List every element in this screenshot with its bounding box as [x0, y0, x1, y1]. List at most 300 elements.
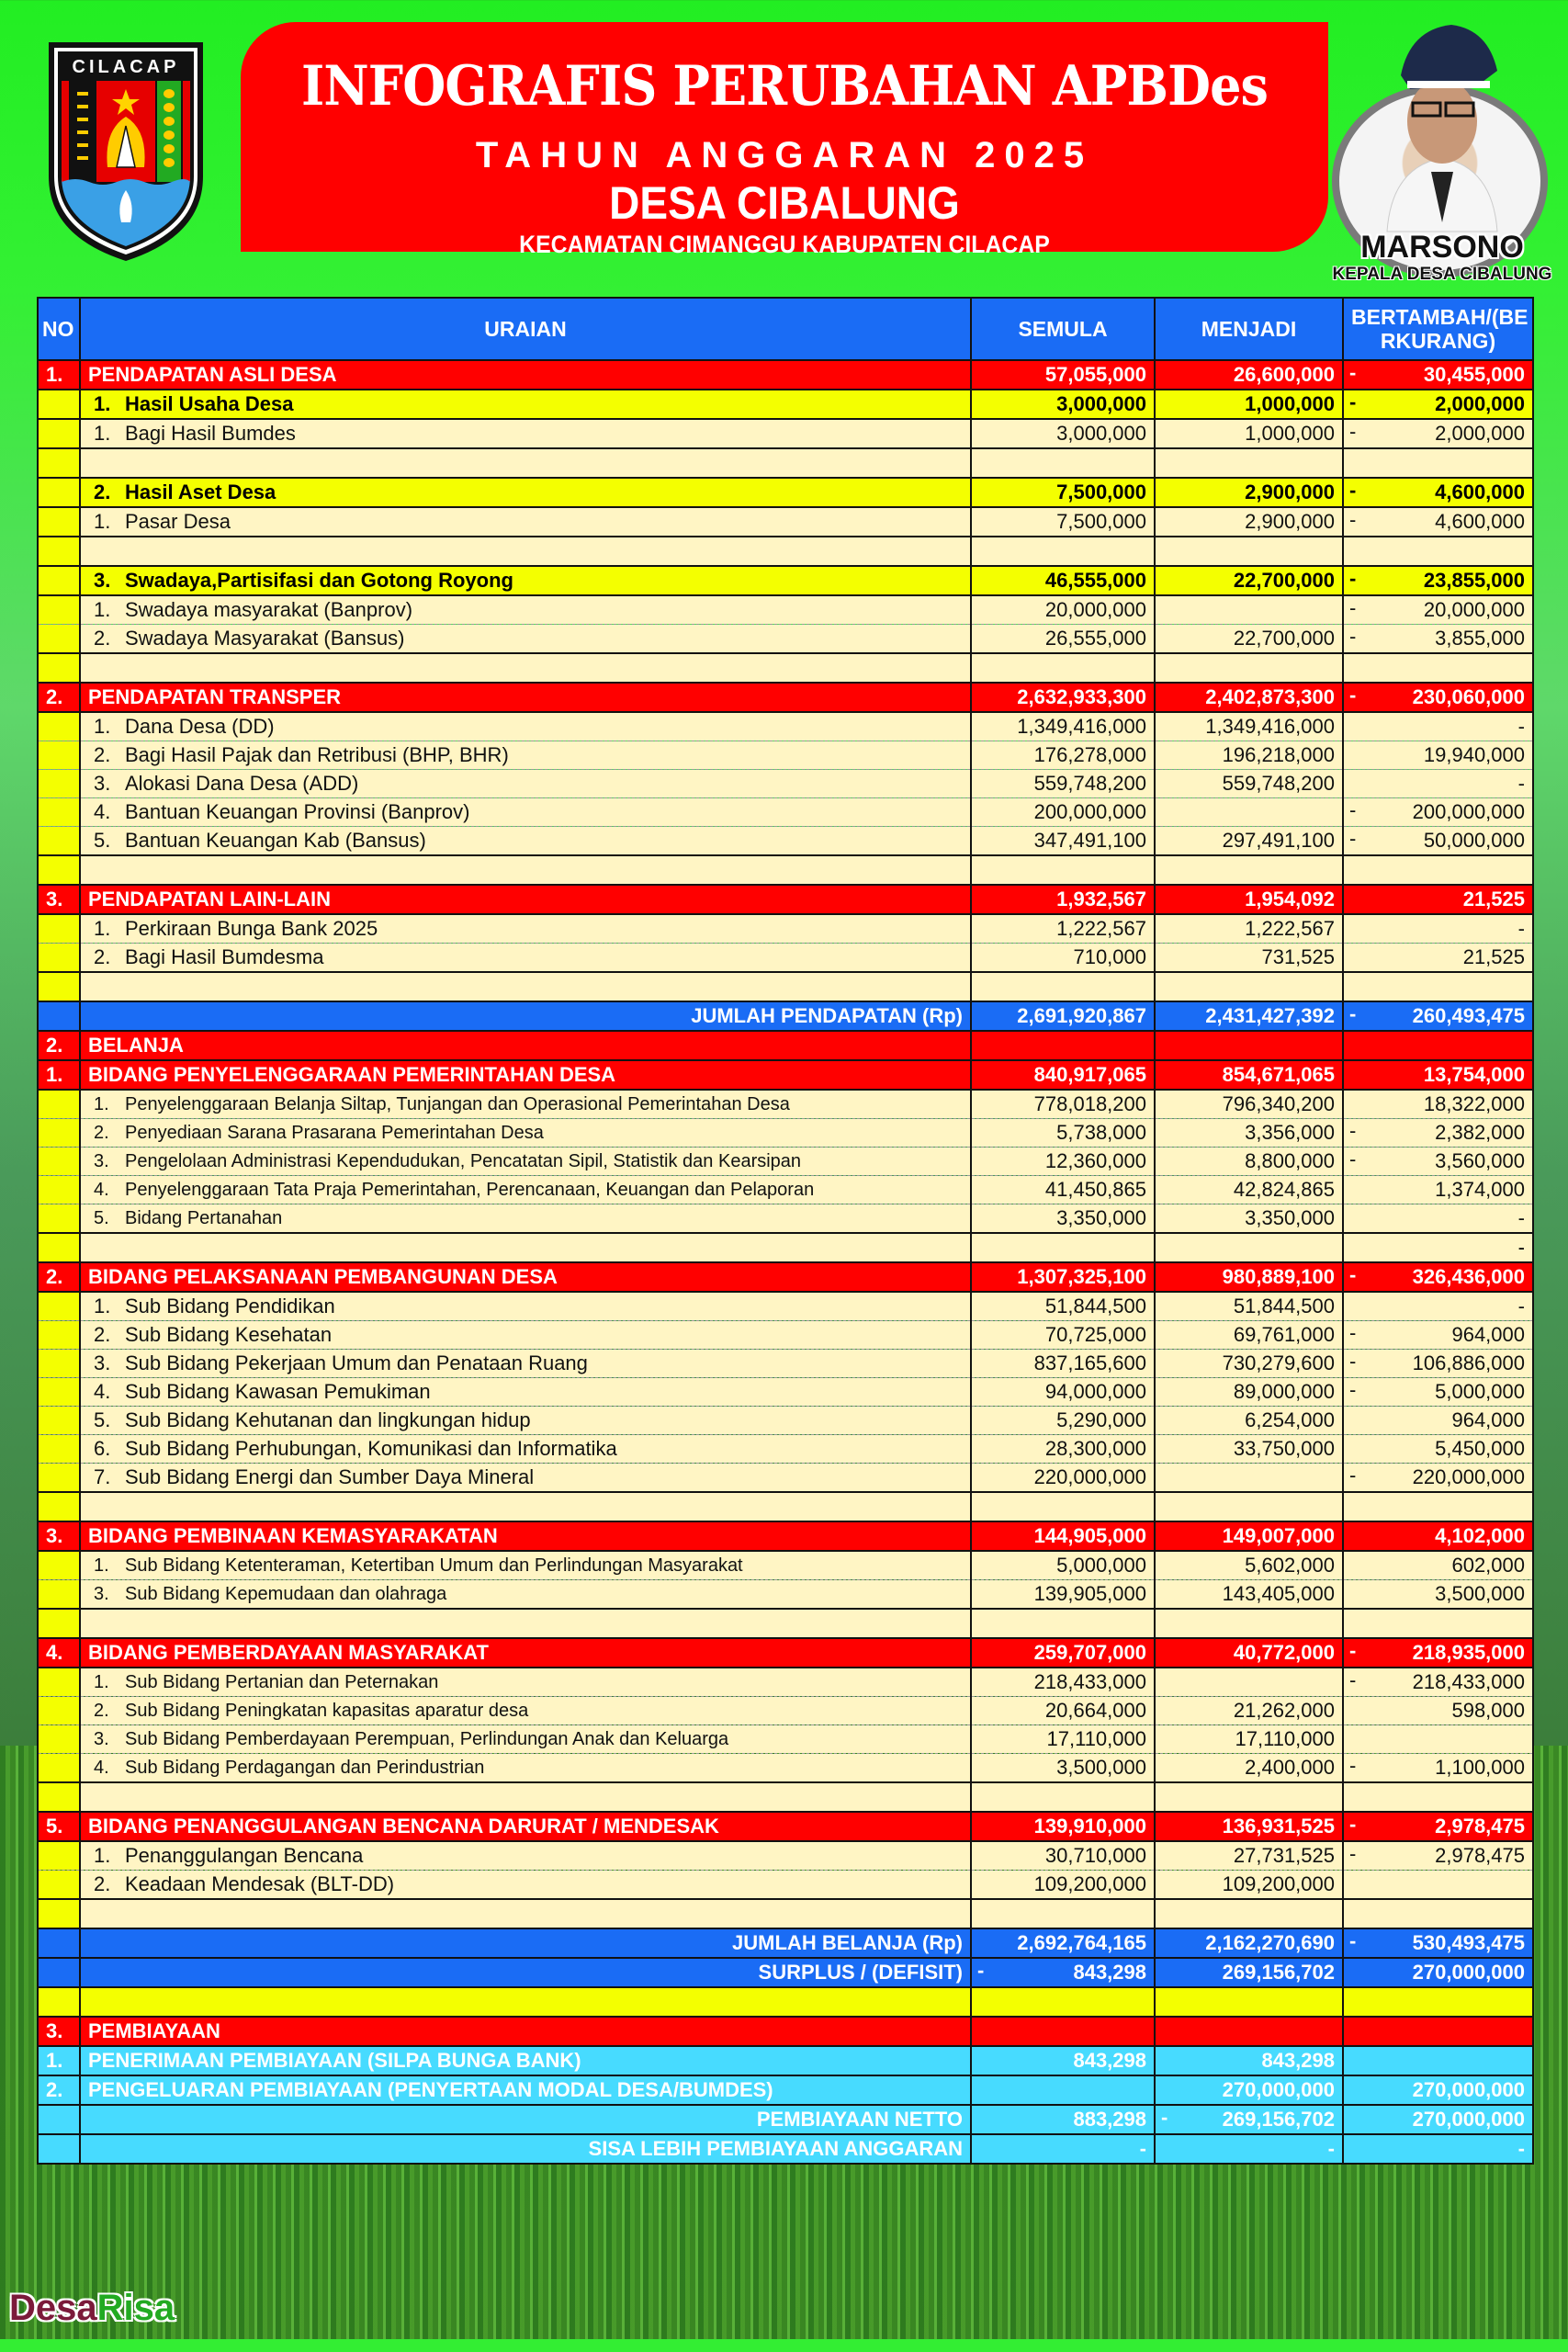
menjadi-value: 5,602,000 — [1245, 1554, 1335, 1577]
menjadi-value: 17,110,000 — [1235, 1727, 1335, 1750]
difference-value: 18,322,000 — [1423, 1092, 1525, 1115]
difference-cell — [1343, 1090, 1533, 1119]
semula-value: 57,055,000 — [1044, 363, 1146, 386]
semula-value: 843,298 — [1073, 2049, 1146, 2072]
yellow-summary-row — [38, 390, 1533, 419]
menjadi-cell — [1155, 1031, 1343, 1060]
uraian-cell — [80, 1464, 971, 1493]
menjadi-value: 109,200,000 — [1222, 1872, 1335, 1895]
item-index: 2. — [94, 1872, 111, 1895]
negative-sign: - — [977, 1959, 985, 1982]
semula-cell — [971, 1668, 1155, 1697]
column-header-uraian: URAIAN — [80, 298, 971, 360]
item-label: Penyediaan Sarana Prasarana Pemerintahan Desa — [125, 1122, 544, 1143]
no-cell — [38, 944, 80, 973]
semula-value: 843,298 — [1073, 1961, 1146, 1984]
difference-value: 5,000,000 — [1435, 1380, 1525, 1403]
semula-value: 1,349,416,000 — [1017, 715, 1146, 738]
uraian-cell — [80, 1292, 971, 1321]
no-cell — [38, 1987, 80, 2017]
semula-value: 7,500,000 — [1056, 510, 1146, 533]
table-row — [38, 1551, 1533, 1580]
spacer-row — [38, 972, 1533, 1001]
item-index: 2. — [94, 945, 111, 968]
no-cell — [38, 1233, 80, 1262]
difference-cell — [1343, 537, 1533, 566]
uraian-cell — [80, 885, 971, 914]
semula-value: 94,000,000 — [1044, 1380, 1146, 1403]
cilacap-coat-of-arms-logo — [42, 39, 209, 264]
item-index: 4. — [94, 1179, 109, 1200]
spacer-row — [38, 855, 1533, 885]
difference-cell — [1343, 1871, 1533, 1900]
difference-cell — [1343, 1119, 1533, 1148]
menjadi-cell — [1155, 1492, 1343, 1521]
no-cell — [38, 2134, 80, 2164]
uraian-cell — [80, 741, 971, 770]
difference-value: 964,000 — [1451, 1323, 1525, 1346]
difference-value: 13,754,000 — [1423, 1063, 1525, 1086]
no-cell — [38, 827, 80, 856]
menjadi-value: 1,000,000 — [1245, 392, 1335, 415]
semula-value: 139,905,000 — [1033, 1582, 1146, 1605]
semula-value: 5,738,000 — [1056, 1121, 1146, 1144]
difference-cell — [1343, 855, 1533, 885]
semula-cell — [971, 1176, 1155, 1204]
semula-value: 5,000,000 — [1056, 1554, 1146, 1577]
menjadi-cell — [1155, 390, 1343, 419]
table-row — [38, 1119, 1533, 1148]
no-cell — [38, 712, 80, 741]
menjadi-value: 69,761,000 — [1233, 1323, 1335, 1346]
menjadi-value: 149,007,000 — [1222, 1524, 1335, 1547]
semula-cell — [971, 770, 1155, 798]
difference-cell — [1343, 625, 1533, 654]
uraian-cell — [80, 1958, 971, 1987]
difference-value: 964,000 — [1451, 1408, 1525, 1431]
difference-cell — [1343, 1464, 1533, 1493]
uraian-cell — [80, 1031, 971, 1060]
item-index: 1. — [94, 1555, 109, 1576]
menjadi-cell — [1155, 885, 1343, 914]
item-index: 2. — [94, 1122, 109, 1143]
uraian-cell — [80, 1492, 971, 1521]
no-cell — [38, 972, 80, 1001]
negative-sign: - — [1349, 1350, 1357, 1373]
no-cell: 2. — [38, 2075, 80, 2105]
difference-cell — [1343, 1987, 1533, 2017]
difference-cell — [1343, 507, 1533, 537]
menjadi-cell — [1155, 944, 1343, 973]
menjadi-value: 2,162,270,690 — [1205, 1931, 1335, 1954]
menjadi-value: 26,600,000 — [1233, 363, 1335, 386]
no-cell — [38, 653, 80, 683]
no-cell: 2. — [38, 1262, 80, 1292]
menjadi-cell — [1155, 712, 1343, 741]
spacer-row — [38, 653, 1533, 683]
no-cell: 3. — [38, 2017, 80, 2046]
difference-value: 3,855,000 — [1435, 627, 1525, 650]
no-cell — [38, 1176, 80, 1204]
difference-cell — [1343, 1407, 1533, 1435]
spacer-row — [38, 448, 1533, 478]
uraian-cell — [80, 1378, 971, 1407]
item-label: Swadaya Masyarakat (Bansus) — [125, 627, 405, 650]
menjadi-value: 22,700,000 — [1233, 569, 1335, 592]
semula-cell — [971, 1350, 1155, 1378]
item-index: 3. — [94, 1728, 109, 1749]
semula-value: 70,725,000 — [1044, 1323, 1146, 1346]
difference-cell — [1343, 1725, 1533, 1754]
no-cell — [38, 566, 80, 595]
uraian-cell — [80, 1060, 971, 1090]
difference-value: 598,000 — [1451, 1699, 1525, 1722]
semula-cell — [971, 2046, 1155, 2075]
menjadi-cell — [1155, 478, 1343, 507]
difference-value: 270,000,000 — [1412, 2108, 1525, 2131]
menjadi-cell — [1155, 1060, 1343, 1090]
item-label: Penyelenggaraan Belanja Siltap, Tunjangan dan Operasional Pemerintahan Desa — [125, 1093, 790, 1114]
item-label: PENERIMAAN PEMBIAYAAN (SILPA BUNGA BANK) — [88, 2049, 581, 2072]
spacer-row — [38, 1233, 1533, 1262]
semula-value: 5,290,000 — [1056, 1408, 1146, 1431]
item-index: 2. — [94, 481, 111, 503]
difference-value: - — [1517, 715, 1525, 738]
item-label: BELANJA — [88, 1034, 184, 1057]
semula-cell — [971, 1697, 1155, 1725]
semula-cell — [971, 507, 1155, 537]
difference-value: 3,500,000 — [1435, 1582, 1525, 1605]
cyan-summary-row — [38, 2105, 1533, 2134]
no-cell — [38, 855, 80, 885]
semula-cell — [971, 741, 1155, 770]
menjadi-value: 33,750,000 — [1233, 1437, 1335, 1460]
semula-cell — [971, 827, 1155, 856]
semula-value: 20,664,000 — [1044, 1699, 1146, 1722]
menjadi-value: 2,900,000 — [1245, 481, 1335, 503]
uraian-cell — [80, 770, 971, 798]
difference-cell — [1343, 798, 1533, 827]
no-cell — [38, 1551, 80, 1580]
item-index: 2. — [94, 627, 111, 650]
table-row — [38, 1321, 1533, 1350]
table-row — [38, 741, 1533, 770]
menjadi-cell — [1155, 419, 1343, 448]
semula-cell — [971, 1899, 1155, 1928]
difference-value: 23,855,000 — [1423, 569, 1525, 592]
village-name: DESA CIBALUNG — [609, 177, 960, 229]
menjadi-cell — [1155, 741, 1343, 770]
uraian-cell — [80, 1812, 971, 1841]
difference-value: - — [1517, 917, 1525, 940]
semula-value: 1,932,567 — [1056, 888, 1146, 910]
item-label: SISA LEBIH PEMBIAYAAN ANGGARAN — [588, 2137, 963, 2160]
no-cell — [38, 448, 80, 478]
negative-sign: - — [1349, 1754, 1357, 1777]
column-header-menjadi: MENJADI — [1155, 298, 1343, 360]
no-cell — [38, 770, 80, 798]
no-cell — [38, 2105, 80, 2134]
item-index: 2. — [94, 1323, 111, 1346]
item-label: Dana Desa (DD) — [125, 715, 275, 738]
column-header-difference: BERTAMBAH/(BE RKURANG) — [1343, 298, 1533, 360]
difference-cell — [1343, 1958, 1533, 1987]
uraian-cell — [80, 1551, 971, 1580]
difference-value: 218,935,000 — [1412, 1641, 1525, 1664]
uraian-cell — [80, 2134, 971, 2164]
item-label: Sub Bidang Energi dan Sumber Daya Mineral — [125, 1465, 535, 1488]
item-label: Penyelenggaraan Tata Praja Pemerintahan, Perencanaan, Keuangan dan Pelaporan — [125, 1179, 815, 1200]
semula-cell — [971, 798, 1155, 827]
menjadi-cell — [1155, 770, 1343, 798]
negative-sign: - — [1349, 625, 1357, 648]
semula-cell — [971, 448, 1155, 478]
negative-sign: - — [1349, 1842, 1357, 1865]
table-row — [38, 1725, 1533, 1754]
no-cell — [38, 1871, 80, 1900]
menjadi-cell — [1155, 1407, 1343, 1435]
uraian-cell — [80, 537, 971, 566]
menjadi-value: 6,254,000 — [1245, 1408, 1335, 1431]
blue-summary-row — [38, 1958, 1533, 1987]
item-label: Sub Bidang Peningkatan kapasitas aparatur desa — [125, 1700, 529, 1721]
difference-value: 260,493,475 — [1412, 1004, 1525, 1027]
difference-cell — [1343, 944, 1533, 973]
no-cell — [38, 741, 80, 770]
brand-suffix: Risa — [96, 2288, 175, 2328]
semula-value: 109,200,000 — [1033, 1872, 1146, 1895]
no-cell — [38, 1782, 80, 1812]
menjadi-value: 2,431,427,392 — [1205, 1004, 1335, 1027]
menjadi-value: 559,748,200 — [1222, 772, 1335, 795]
difference-cell — [1343, 1378, 1533, 1407]
negative-sign: - — [1349, 684, 1357, 707]
semula-value: 2,691,920,867 — [1017, 1004, 1146, 1027]
no-cell: 2. — [38, 683, 80, 712]
item-index: 1. — [94, 510, 111, 533]
difference-value: 5,450,000 — [1435, 1437, 1525, 1460]
item-label: Alokasi Dana Desa (ADD) — [125, 772, 359, 795]
uraian-cell — [80, 1001, 971, 1031]
table-row — [38, 1292, 1533, 1321]
column-header-semula: SEMULA — [971, 298, 1155, 360]
semula-value: 220,000,000 — [1033, 1465, 1146, 1488]
menjadi-cell — [1155, 1090, 1343, 1119]
yellow-summary-row — [38, 478, 1533, 507]
no-cell — [38, 1407, 80, 1435]
menjadi-cell — [1155, 2017, 1343, 2046]
menjadi-cell — [1155, 595, 1343, 625]
negative-sign: - — [1349, 1464, 1357, 1487]
difference-value: 1,374,000 — [1435, 1178, 1525, 1201]
semula-value: 26,555,000 — [1044, 627, 1146, 650]
semula-cell — [971, 537, 1155, 566]
no-cell: 1. — [38, 2046, 80, 2075]
item-label: BIDANG PELAKSANAAN PEMBANGUNAN DESA — [88, 1265, 558, 1288]
semula-cell — [971, 1407, 1155, 1435]
table-row — [38, 1204, 1533, 1234]
budget-table — [37, 297, 1534, 2165]
no-cell — [38, 1148, 80, 1176]
no-cell — [38, 1464, 80, 1493]
menjadi-value: 21,262,000 — [1233, 1699, 1335, 1722]
menjadi-cell — [1155, 1812, 1343, 1841]
menjadi-value: 297,491,100 — [1222, 829, 1335, 852]
item-label: Sub Bidang Kehutanan dan lingkungan hidup — [125, 1408, 531, 1431]
item-index: 6. — [94, 1437, 111, 1460]
difference-cell — [1343, 653, 1533, 683]
semula-value: 840,917,065 — [1033, 1063, 1146, 1086]
item-label: Sub Bidang Pekerjaan Umum dan Penataan Ruang — [125, 1351, 588, 1374]
item-label: Bantuan Keuangan Kab (Bansus) — [125, 829, 426, 852]
semula-value: 2,692,764,165 — [1017, 1931, 1146, 1954]
spacer-row — [38, 1492, 1533, 1521]
semula-cell — [971, 1987, 1155, 2017]
table-row — [38, 419, 1533, 448]
no-cell — [38, 537, 80, 566]
no-cell — [38, 1580, 80, 1610]
table-row — [38, 595, 1533, 625]
difference-cell — [1343, 595, 1533, 625]
no-cell — [38, 1378, 80, 1407]
item-index: 1. — [94, 1844, 111, 1867]
difference-cell: - — [1343, 1233, 1533, 1262]
item-label: Hasil Aset Desa — [125, 481, 276, 503]
semula-cell — [971, 1725, 1155, 1754]
menjadi-cell — [1155, 653, 1343, 683]
item-label: Hasil Usaha Desa — [125, 392, 294, 415]
item-label: Bidang Pertanahan — [125, 1207, 283, 1228]
difference-value: 20,000,000 — [1423, 598, 1525, 621]
table-header-row — [38, 298, 1533, 360]
semula-cell — [971, 566, 1155, 595]
item-label: Pengelolaan Administrasi Kependudukan, Pencatatan Sipil, Statistik dan Kearsipan — [125, 1150, 802, 1171]
item-index: 4. — [94, 1380, 111, 1403]
table-row — [38, 1407, 1533, 1435]
semula-value: 20,000,000 — [1044, 598, 1146, 621]
uraian-cell — [80, 419, 971, 448]
item-index: 3. — [94, 1150, 109, 1171]
difference-value: 21,525 — [1462, 945, 1525, 968]
semula-value: 837,165,600 — [1033, 1351, 1146, 1374]
no-cell — [38, 914, 80, 944]
item-index: 1. — [94, 1295, 111, 1317]
menjadi-value: 27,731,525 — [1233, 1844, 1335, 1867]
uraian-cell — [80, 1521, 971, 1551]
no-cell: 3. — [38, 1521, 80, 1551]
table-row — [38, 914, 1533, 944]
no-cell: 5. — [38, 1812, 80, 1841]
item-label: PENGELUARAN PEMBIAYAAN (PENYERTAAN MODAL DESA/BUMDES) — [88, 2078, 773, 2101]
no-cell — [38, 1609, 80, 1638]
no-cell — [38, 1090, 80, 1119]
uraian-cell — [80, 1435, 971, 1464]
negative-sign: - — [1349, 1263, 1357, 1286]
difference-cell — [1343, 2017, 1533, 2046]
no-cell — [38, 1754, 80, 1783]
uraian-cell — [80, 1782, 971, 1812]
difference-cell — [1343, 1782, 1533, 1812]
semula-cell — [971, 1638, 1155, 1668]
red-summary-row — [38, 1638, 1533, 1668]
semula-cell — [971, 1754, 1155, 1783]
no-cell — [38, 1321, 80, 1350]
menjadi-cell — [1155, 625, 1343, 654]
difference-value: 270,000,000 — [1412, 2078, 1525, 2101]
difference-cell — [1343, 1638, 1533, 1668]
difference-cell — [1343, 770, 1533, 798]
menjadi-cell — [1155, 1782, 1343, 1812]
difference-value: 106,886,000 — [1412, 1351, 1525, 1374]
difference-value: 3,560,000 — [1435, 1149, 1525, 1172]
semula-value: 3,000,000 — [1056, 392, 1146, 415]
semula-value: 778,018,200 — [1033, 1092, 1146, 1115]
semula-cell — [971, 1551, 1155, 1580]
item-label: BIDANG PENANGGULANGAN BENCANA DARURAT / MENDESAK — [88, 1815, 719, 1838]
semula-cell — [971, 2017, 1155, 2046]
difference-value: 200,000,000 — [1412, 800, 1525, 823]
semula-cell — [971, 1031, 1155, 1060]
difference-cell — [1343, 1899, 1533, 1928]
menjadi-cell — [1155, 1958, 1343, 1987]
semula-cell — [971, 1958, 1155, 1987]
item-index: 4. — [94, 800, 111, 823]
negative-sign: - — [1349, 798, 1357, 821]
blue-summary-row — [38, 1928, 1533, 1958]
menjadi-value: 2,900,000 — [1245, 510, 1335, 533]
menjadi-cell — [1155, 798, 1343, 827]
menjadi-cell — [1155, 1668, 1343, 1697]
header-banner — [241, 22, 1328, 258]
item-label: Sub Bidang Pendidikan — [125, 1295, 335, 1317]
item-label: Bagi Hasil Pajak dan Retribusi (BHP, BHR) — [125, 743, 509, 766]
semula-value: 883,298 — [1073, 2108, 1146, 2131]
difference-value: - — [1517, 1295, 1525, 1317]
semula-value: 559,748,200 — [1033, 772, 1146, 795]
semula-cell — [971, 885, 1155, 914]
negative-sign: - — [1349, 508, 1357, 531]
uraian-cell — [80, 798, 971, 827]
column-header-no: NO — [38, 298, 80, 360]
semula-cell — [971, 1001, 1155, 1031]
menjadi-cell — [1155, 1292, 1343, 1321]
menjadi-cell — [1155, 683, 1343, 712]
logo-label: CILACAP — [72, 57, 180, 77]
menjadi-cell — [1155, 1987, 1343, 2017]
semula-value: 3,350,000 — [1056, 1206, 1146, 1229]
menjadi-cell — [1155, 1551, 1343, 1580]
difference-cell — [1343, 1031, 1533, 1060]
difference-value: - — [1517, 2137, 1525, 2160]
spacer-row — [38, 1899, 1533, 1928]
difference-cell — [1343, 1148, 1533, 1176]
table-row — [38, 1090, 1533, 1119]
brand-prefix: Desa — [9, 2288, 97, 2328]
desarisa-brand-logo — [9, 2288, 175, 2329]
negative-sign: - — [1349, 1378, 1357, 1401]
semula-cell — [971, 625, 1155, 654]
semula-cell — [971, 1233, 1155, 1262]
table-row — [38, 1580, 1533, 1610]
item-label: Penanggulangan Bencana — [125, 1844, 364, 1867]
semula-cell — [971, 360, 1155, 390]
menjadi-value: 143,405,000 — [1222, 1582, 1335, 1605]
uraian-cell — [80, 1609, 971, 1638]
negative-sign: - — [1349, 596, 1357, 619]
menjadi-value: 40,772,000 — [1233, 1641, 1335, 1664]
semula-cell — [971, 855, 1155, 885]
uraian-cell — [80, 1233, 971, 1262]
